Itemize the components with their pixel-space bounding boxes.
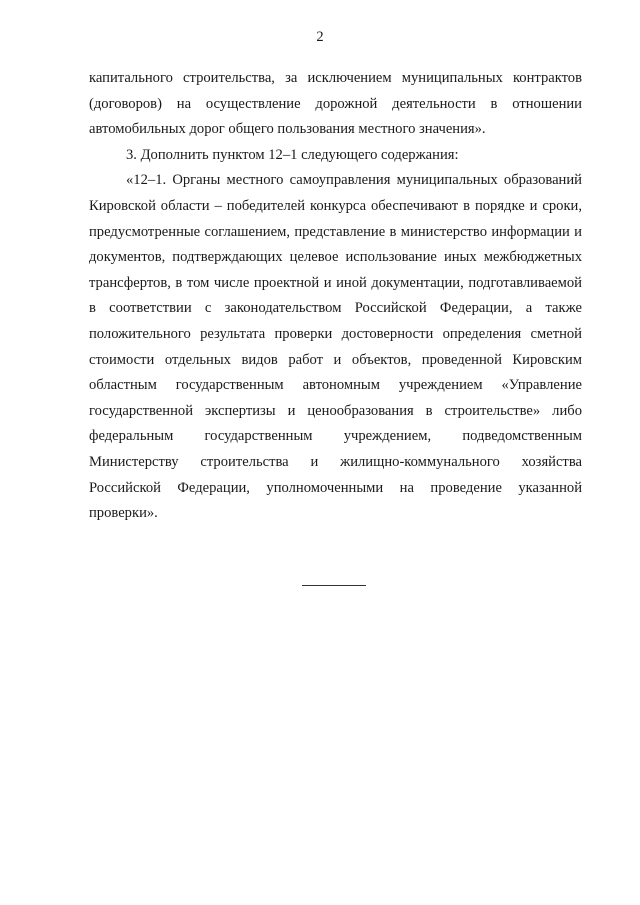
page-number: 2 bbox=[316, 29, 324, 45]
document-body bbox=[89, 66, 582, 527]
paragraph-clause-12-1: «12–1. Органы местного самоуправления муниципальных образований Кировской области – победителей конкурса обеспечивают в порядке и сроки, предусмотренные соглашением, представление в министерство информации и документов, подтверждающих целевое использование иных межбюджетных трансфертов, в том числе проектной и иной документации, подготавливаемой в соответствии с законодательством Российской Федерации, а также положительного результата проверки достоверности определения сметной стоимости отдельных видов работ и объектов, проведенной Кировским областным государственным автономным учреждением «Управление государственной экспертизы и ценообразования в строительстве» либо федеральным государственным учреждением, подведомственным Министерству строительства и жилищно-коммунального хозяйства Российской Федерации, уполномоченными на проведение указанной проверки». bbox=[89, 172, 582, 522]
end-of-text-rule bbox=[302, 585, 366, 586]
paragraph-continuation: капитального строительства, за исключением муниципальных контрактов (договоров) на осуществление дорожной деятельности в отношении автомобильных дорог общего пользования местного значения». bbox=[89, 70, 582, 138]
paragraph-item-3: 3. Дополнить пунктом 12–1 следующего содержания: bbox=[126, 146, 459, 163]
